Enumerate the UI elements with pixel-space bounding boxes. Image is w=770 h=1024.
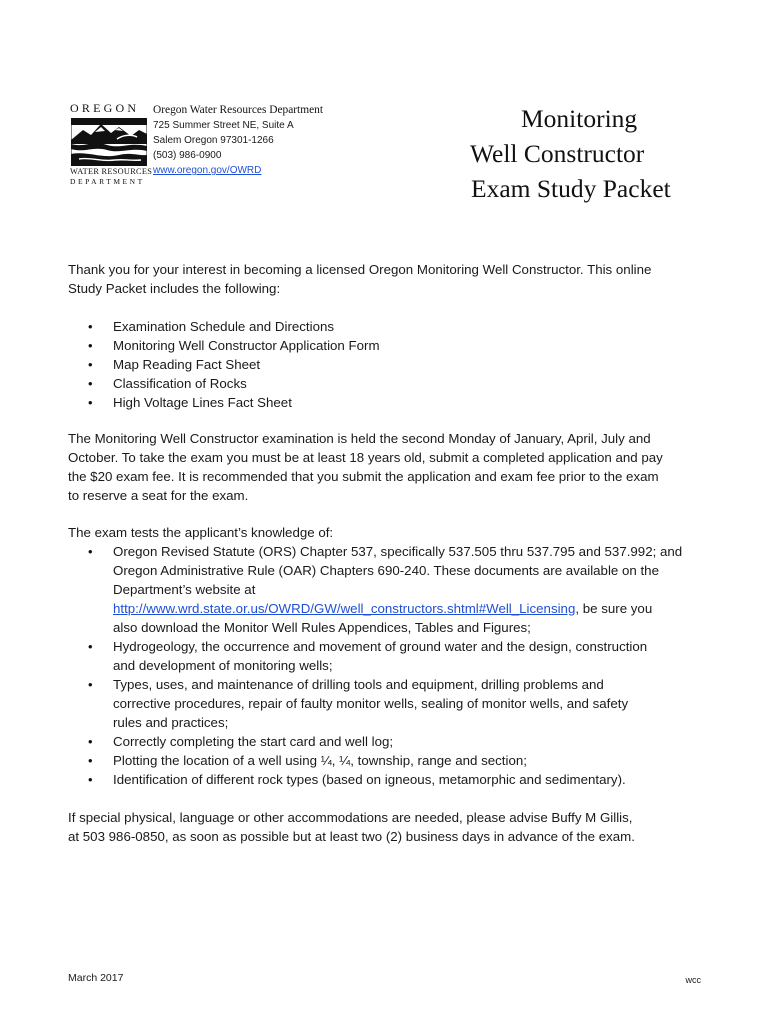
list-item: • Examination Schedule and Directions: [68, 317, 708, 336]
intro-paragraph: Thank you for your interest in becoming a licensed Oregon Monitoring Well Constructor. This online Study Packet includes the following:: [68, 262, 652, 296]
exam-topics-list: [68, 542, 708, 789]
mountain-river-logo-icon: [71, 118, 147, 166]
owrd-logo: [70, 101, 153, 186]
city-state-zip: Salem Oregon 97301-1266: [153, 135, 274, 146]
exam-tests-heading: The exam tests the applicant’s knowledge of:: [68, 525, 334, 540]
phone-number: (503) 986-0900: [153, 150, 222, 161]
website-link[interactable]: www.oregon.gov/OWRD: [153, 165, 262, 176]
list-item: • Correctly completing the start card and well log;: [68, 732, 708, 751]
footer-date: March 2017: [68, 972, 124, 984]
document-body: [68, 260, 708, 846]
department-name: Oregon Water Resources Department: [153, 104, 323, 116]
list-item: • Map Reading Fact Sheet: [68, 355, 708, 374]
list-item: • Monitoring Well Constructor Application Form: [68, 336, 708, 355]
logo-water-resources-text: WATER RESOURCES: [70, 167, 153, 176]
department-address: [153, 103, 323, 178]
list-item: • Classification of Rocks: [68, 374, 708, 393]
title-line-1: Monitoring: [521, 104, 638, 133]
page-title: [440, 101, 740, 206]
logo-oregon-text: OREGON: [70, 101, 140, 115]
title-line-3: Exam Study Packet: [471, 174, 671, 203]
street-address: 725 Summer Street NE, Suite A: [153, 120, 294, 131]
list-item: • Types, uses, and maintenance of drilling tools and equipment, drilling problems and corrective procedures, repair of faulty monitor wells, sealing of monitor wells, and safety rules and practices;: [68, 675, 708, 732]
list-item: • Identification of different rock types (based on igneous, metamorphic and sedimentary).: [68, 770, 708, 789]
list-item: • High Voltage Lines Fact Sheet: [68, 393, 708, 412]
footer-initials: wcc: [685, 975, 701, 985]
schedule-paragraph: The Monitoring Well Constructor examination is held the second Monday of January, April, July and October. To take the exam you must be at least 18 years old, submit a completed application and pay the $20 exam fee. It is recommended that you submit the application and exam fee prior to the exam to reserve a seat for the exam.: [68, 431, 663, 503]
list-item: • Hydrogeology, the occurrence and movement of ground water and the design, construction and development of monitoring wells;: [68, 637, 708, 675]
list-item: • Plotting the location of a well using ¼, ¼, township, range and section;: [68, 751, 708, 770]
packet-contents-list: [68, 317, 708, 412]
logo-department-text: DEPARTMENT: [70, 177, 145, 186]
title-line-2: Well Constructor: [470, 139, 645, 168]
list-item: • Oregon Revised Statute (ORS) Chapter 537, specifically 537.505 thru 537.795 and 537.992; and Oregon Administrative Rule (OAR) Chapters 690-240. These documents are available on the Department’s website at http://www.wrd.state.or.us/OWRD/GW/well_constructors.shtml#Well_Licensing, be sure you also download the Monitor Well Rules Appendices, Tables and Figures;: [68, 542, 708, 637]
well-licensing-link[interactable]: http://www.wrd.state.or.us/OWRD/GW/well_constructors.shtml#Well_Licensing: [113, 601, 576, 616]
accommodations-paragraph: If special physical, language or other accommodations are needed, please advise Buffy M Gillis, at 503 986-0850, as soon as possible but at least two (2) business days in advance of the exam.: [68, 810, 635, 844]
